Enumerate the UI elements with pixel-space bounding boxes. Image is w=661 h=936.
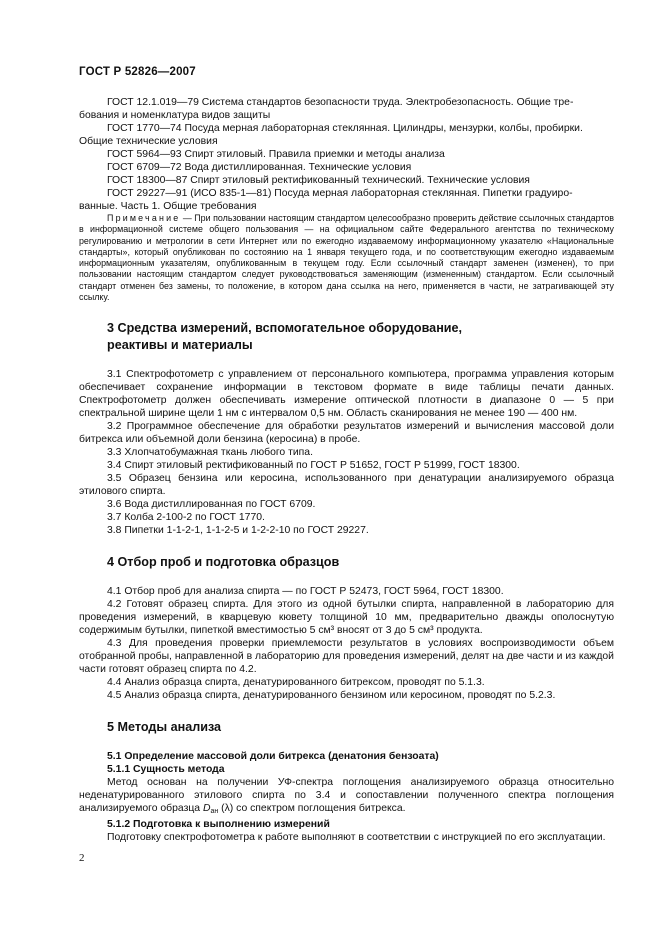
note-label: Примечание xyxy=(107,213,181,223)
clause-4-4: 4.4 Анализ образца спирта, денатурированного битрексом, проводят по 5.1.3. xyxy=(107,677,485,689)
subsection-5-1-2-heading: 5.1.2 Подготовка к выполнению измерений xyxy=(107,819,330,831)
section-5-heading: 5 Методы анализа xyxy=(107,720,222,735)
clause-3-3: 3.3 Хлопчатобумажная ткань любого типа. xyxy=(107,447,313,459)
clause-4-2: 4.2 Готовят образец спирта. Для этого из одной бутылки спирта, направленной в лабораторию для проведения измерений, в кварцевую кювету толщиной 10 мм, предварительно дважды ополоснутую содержимым бутылки, пипеткой вместимостью 5 см³ вносят от 3 до 5 см³ продукта. xyxy=(79,599,614,637)
clause-3-8: 3.8 Пипетки 1-1-2-1, 1-1-2-5 и 1-2-2-10 по ГОСТ 29227. xyxy=(107,525,369,537)
clause-5-1-1-text xyxy=(79,776,614,818)
reference-item: ГОСТ 1770—74 Посуда мерная лабораторная стеклянная. Цилиндры, мензурки, колбы, пробирки. xyxy=(107,123,583,134)
document-body xyxy=(79,96,614,844)
reference-item: ГОСТ 29227—91 (ИСО 835-1—81) Посуда мерная лабораторная стеклянная. Пипетки градуиро- xyxy=(107,188,573,199)
clause-3-2: 3.2 Программное обеспечение для обработки результатов измерений и вычисления массовой доли битрекса или объемной доли бензина (керосина) в пробе. xyxy=(79,421,614,446)
reference-item-continuation: ванные. Часть 1. Общие требования xyxy=(79,201,257,212)
subsection-5-1-heading: 5.1 Определение массовой доли битрекса (денатония бензоата) xyxy=(107,751,439,763)
note-text: — При пользовании настоящим стандартом целесообразно проверить действие ссылочных стандартов в информационной системе общего пользования — на официальном сайте Федерального агентства по техническому регулированию и метрологии в сети Интернет или по ежегодно издаваемому информационному указателю «Национальные стандарты», который опубликован по состоянию на 1 января текущего года, и по соответствующим ежегодно издаваемым информационным указателям, опубликованным в текущем году. Если ссылочный стандарт заменен (изменен), то при пользовании настоящим стандартом следует руководствоваться заменяющим (измененным) стандартом. Если ссылочный стандарт отменен без замены, то положение, в котором дана ссылка на него, применяется в части, не затрагивающей эту ссылку. xyxy=(79,213,615,303)
absorbance-symbol: D xyxy=(202,803,211,815)
wavelength-symbol: (λ) xyxy=(218,803,234,815)
reference-note xyxy=(79,213,614,303)
section-3-heading-line1: 3 Средства измерений, вспомогательное оборудование, xyxy=(107,321,463,336)
clause-5-1-1-text-a: Метод основан на получении УФ-спектра поглощения анализируемого образца относительно неденатурированного этилового спирта по 3.4 и сопоставлении полученного спектра поглощения анализируемого образца xyxy=(79,777,614,815)
clause-4-1: 4.1 Отбор проб для анализа спирта — по ГОСТ Р 52473, ГОСТ 5964, ГОСТ 18300. xyxy=(107,586,504,598)
page-number: 2 xyxy=(79,852,85,864)
section-3-heading xyxy=(79,320,614,354)
reference-item: ГОСТ 18300—87 Спирт этиловый ректификованный технический. Технические условия xyxy=(107,175,530,186)
normative-references-list xyxy=(79,96,614,213)
reference-item-continuation: бования и номенклатура видов защиты xyxy=(79,110,271,121)
section-3-heading-line2: реактивы и материалы xyxy=(107,338,253,353)
clause-3-5: 3.5 Образец бензина или керосина, использованного при денатурации анализируемого образца этилового спирта. xyxy=(79,473,614,498)
reference-item: ГОСТ 6709—72 Вода дистиллированная. Технические условия xyxy=(107,162,412,173)
clause-3-6: 3.6 Вода дистиллированная по ГОСТ 6709. xyxy=(107,499,316,511)
clause-3-4: 3.4 Спирт этиловый ректификованный по ГОСТ Р 51652, ГОСТ Р 51999, ГОСТ 18300. xyxy=(107,460,520,472)
section-4-heading: 4 Отбор проб и подготовка образцов xyxy=(107,555,340,570)
clause-3-7: 3.7 Колба 2-100-2 по ГОСТ 1770. xyxy=(107,512,265,524)
clause-3-1: 3.1 Спектрофотометр с управлением от персонального компьютера, программа управления которым обеспечивает сохранение информации в текстовом формате в виде таблицы печати данных. Спектрофотометр должен обеспечивать измерение оптической плотности в диапазоне 0 — 5 при спектральной ширине щели 1 нм с интервалом 0,5 нм. Область сканирования не менее 190 — 400 нм. xyxy=(79,369,614,420)
document-header: ГОСТ Р 52826—2007 xyxy=(79,66,196,78)
clause-4-3: 4.3 Для проведения проверки приемлемости результатов в условиях воспроизводимости объем отобранной пробы, направленной в лабораторию для проведения измерений, делят на две части и из каждой части готовят образец спирта по 4.2. xyxy=(79,638,614,676)
reference-item-continuation: Общие технические условия xyxy=(79,136,218,147)
clause-5-1-2-text: Подготовку спектрофотометра к работе выполняют в соответствии с инструкцией по его эксплуатации. xyxy=(107,832,606,844)
clause-4-5: 4.5 Анализ образца спирта, денатурированного бензином или керосином, проводят по 5.2.3. xyxy=(107,690,556,702)
subsection-5-1-1-heading: 5.1.1 Сущность метода xyxy=(107,764,225,776)
absorbance-subscript: ан xyxy=(210,808,219,816)
reference-item: ГОСТ 12.1.019—79 Система стандартов безопасности труда. Электробезопасность. Общие тре- xyxy=(107,97,574,108)
clause-5-1-1-text-b: со спектром поглощения битрекса. xyxy=(233,803,406,815)
reference-item: ГОСТ 5964—93 Спирт этиловый. Правила приемки и методы анализа xyxy=(107,149,445,160)
